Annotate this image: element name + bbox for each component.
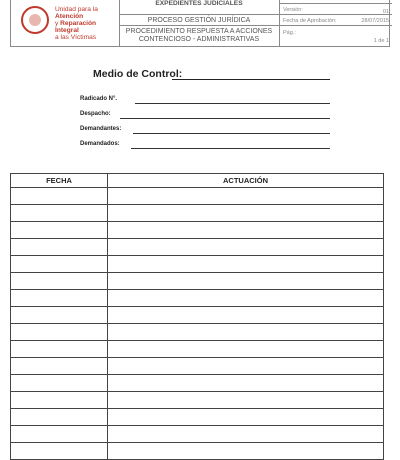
demandantes-line[interactable] [133,133,330,134]
table-row [11,188,384,205]
version-value: 01 [382,9,389,15]
meta-approval [280,15,392,26]
col-actuacion: ACTUACIÓN [108,174,384,188]
actuacion-cell[interactable] [108,256,384,273]
actuacion-cell[interactable] [108,307,384,324]
fecha-cell[interactable] [11,443,108,460]
actuaciones-table [10,173,384,460]
fecha-cell[interactable] [11,205,108,222]
medio-control-label: Medio de Control: [93,68,183,80]
org-name [55,6,119,41]
table-row [11,239,384,256]
table-row [11,392,384,409]
actuacion-cell[interactable] [108,273,384,290]
demandados-line[interactable] [131,148,330,149]
actuacion-cell[interactable] [108,239,384,256]
fecha-cell[interactable] [11,392,108,409]
table-row [11,358,384,375]
page-value: 1 de 1 [373,38,389,44]
actuacion-cell[interactable] [108,358,384,375]
table-row [11,375,384,392]
fecha-cell[interactable] [11,222,108,239]
actuacion-cell[interactable] [108,409,384,426]
table-row [11,426,384,443]
fecha-cell[interactable] [11,290,108,307]
header-meta-block [279,0,392,46]
demandados-label: Demandados: [80,141,120,147]
table-row [11,409,384,426]
org-line1-bold: Atención [55,13,84,20]
approval-label: Fecha de Aprobación: [283,18,337,24]
table-row [11,256,384,273]
procedure-name [119,26,279,46]
actuacion-cell[interactable] [108,188,384,205]
table-row [11,273,384,290]
radicado-line[interactable] [135,103,330,104]
table-row [11,290,384,307]
medio-control-line[interactable] [172,79,330,80]
approval-value: 28/07/2015 [361,18,389,24]
header-title-block [119,0,279,46]
actuacion-cell[interactable] [108,222,384,239]
meta-version [280,4,392,15]
fecha-cell[interactable] [11,426,108,443]
emblem-logo [21,6,49,34]
version-label: Versión: [283,7,303,13]
demandantes-label: Demandantes: [80,126,122,132]
actuacion-cell[interactable] [108,341,384,358]
table-header-row [11,174,384,188]
fecha-cell[interactable] [11,307,108,324]
table-row [11,307,384,324]
document-header [10,0,390,47]
actuacion-cell[interactable] [108,426,384,443]
col-fecha: FECHA [11,174,108,188]
page-label: Pág.: [283,30,296,36]
process-name: PROCESO GESTIÓN JURÍDICA [119,15,279,26]
fecha-cell[interactable] [11,375,108,392]
fecha-cell[interactable] [11,341,108,358]
table-row [11,222,384,239]
procedure-line2: CONTENCIOSO - ADMINISTRATIVAS [138,36,260,43]
table-row [11,443,384,460]
actuacion-cell[interactable] [108,290,384,307]
actuacion-cell[interactable] [108,443,384,460]
org-line2: y [55,20,59,27]
fecha-cell[interactable] [11,256,108,273]
table-body [11,188,384,460]
actuacion-cell[interactable] [108,324,384,341]
fecha-cell[interactable] [11,188,108,205]
org-line3: a las Víctimas [55,34,97,41]
table-row [11,324,384,341]
org-line1: Unidad para la [55,6,98,13]
logo-cell [11,0,120,46]
table-row [11,205,384,222]
actuacion-cell[interactable] [108,392,384,409]
actuacion-cell[interactable] [108,205,384,222]
fecha-cell[interactable] [11,324,108,341]
procedure-line1: PROCEDIMIENTO RESPUESTA A ACCIONES [125,28,273,35]
actuacion-cell[interactable] [108,375,384,392]
radicado-label: Radicado N°. [80,96,118,102]
fecha-cell[interactable] [11,239,108,256]
fecha-cell[interactable] [11,358,108,375]
meta-page [280,26,392,46]
despacho-line[interactable] [120,118,330,119]
table-row [11,341,384,358]
doc-title: EXPEDIENTES JUDICIALES [119,0,279,15]
fecha-cell[interactable] [11,409,108,426]
fecha-cell[interactable] [11,273,108,290]
org-line2-bold: Reparación Integral [55,20,97,34]
despacho-label: Despacho: [80,111,111,117]
